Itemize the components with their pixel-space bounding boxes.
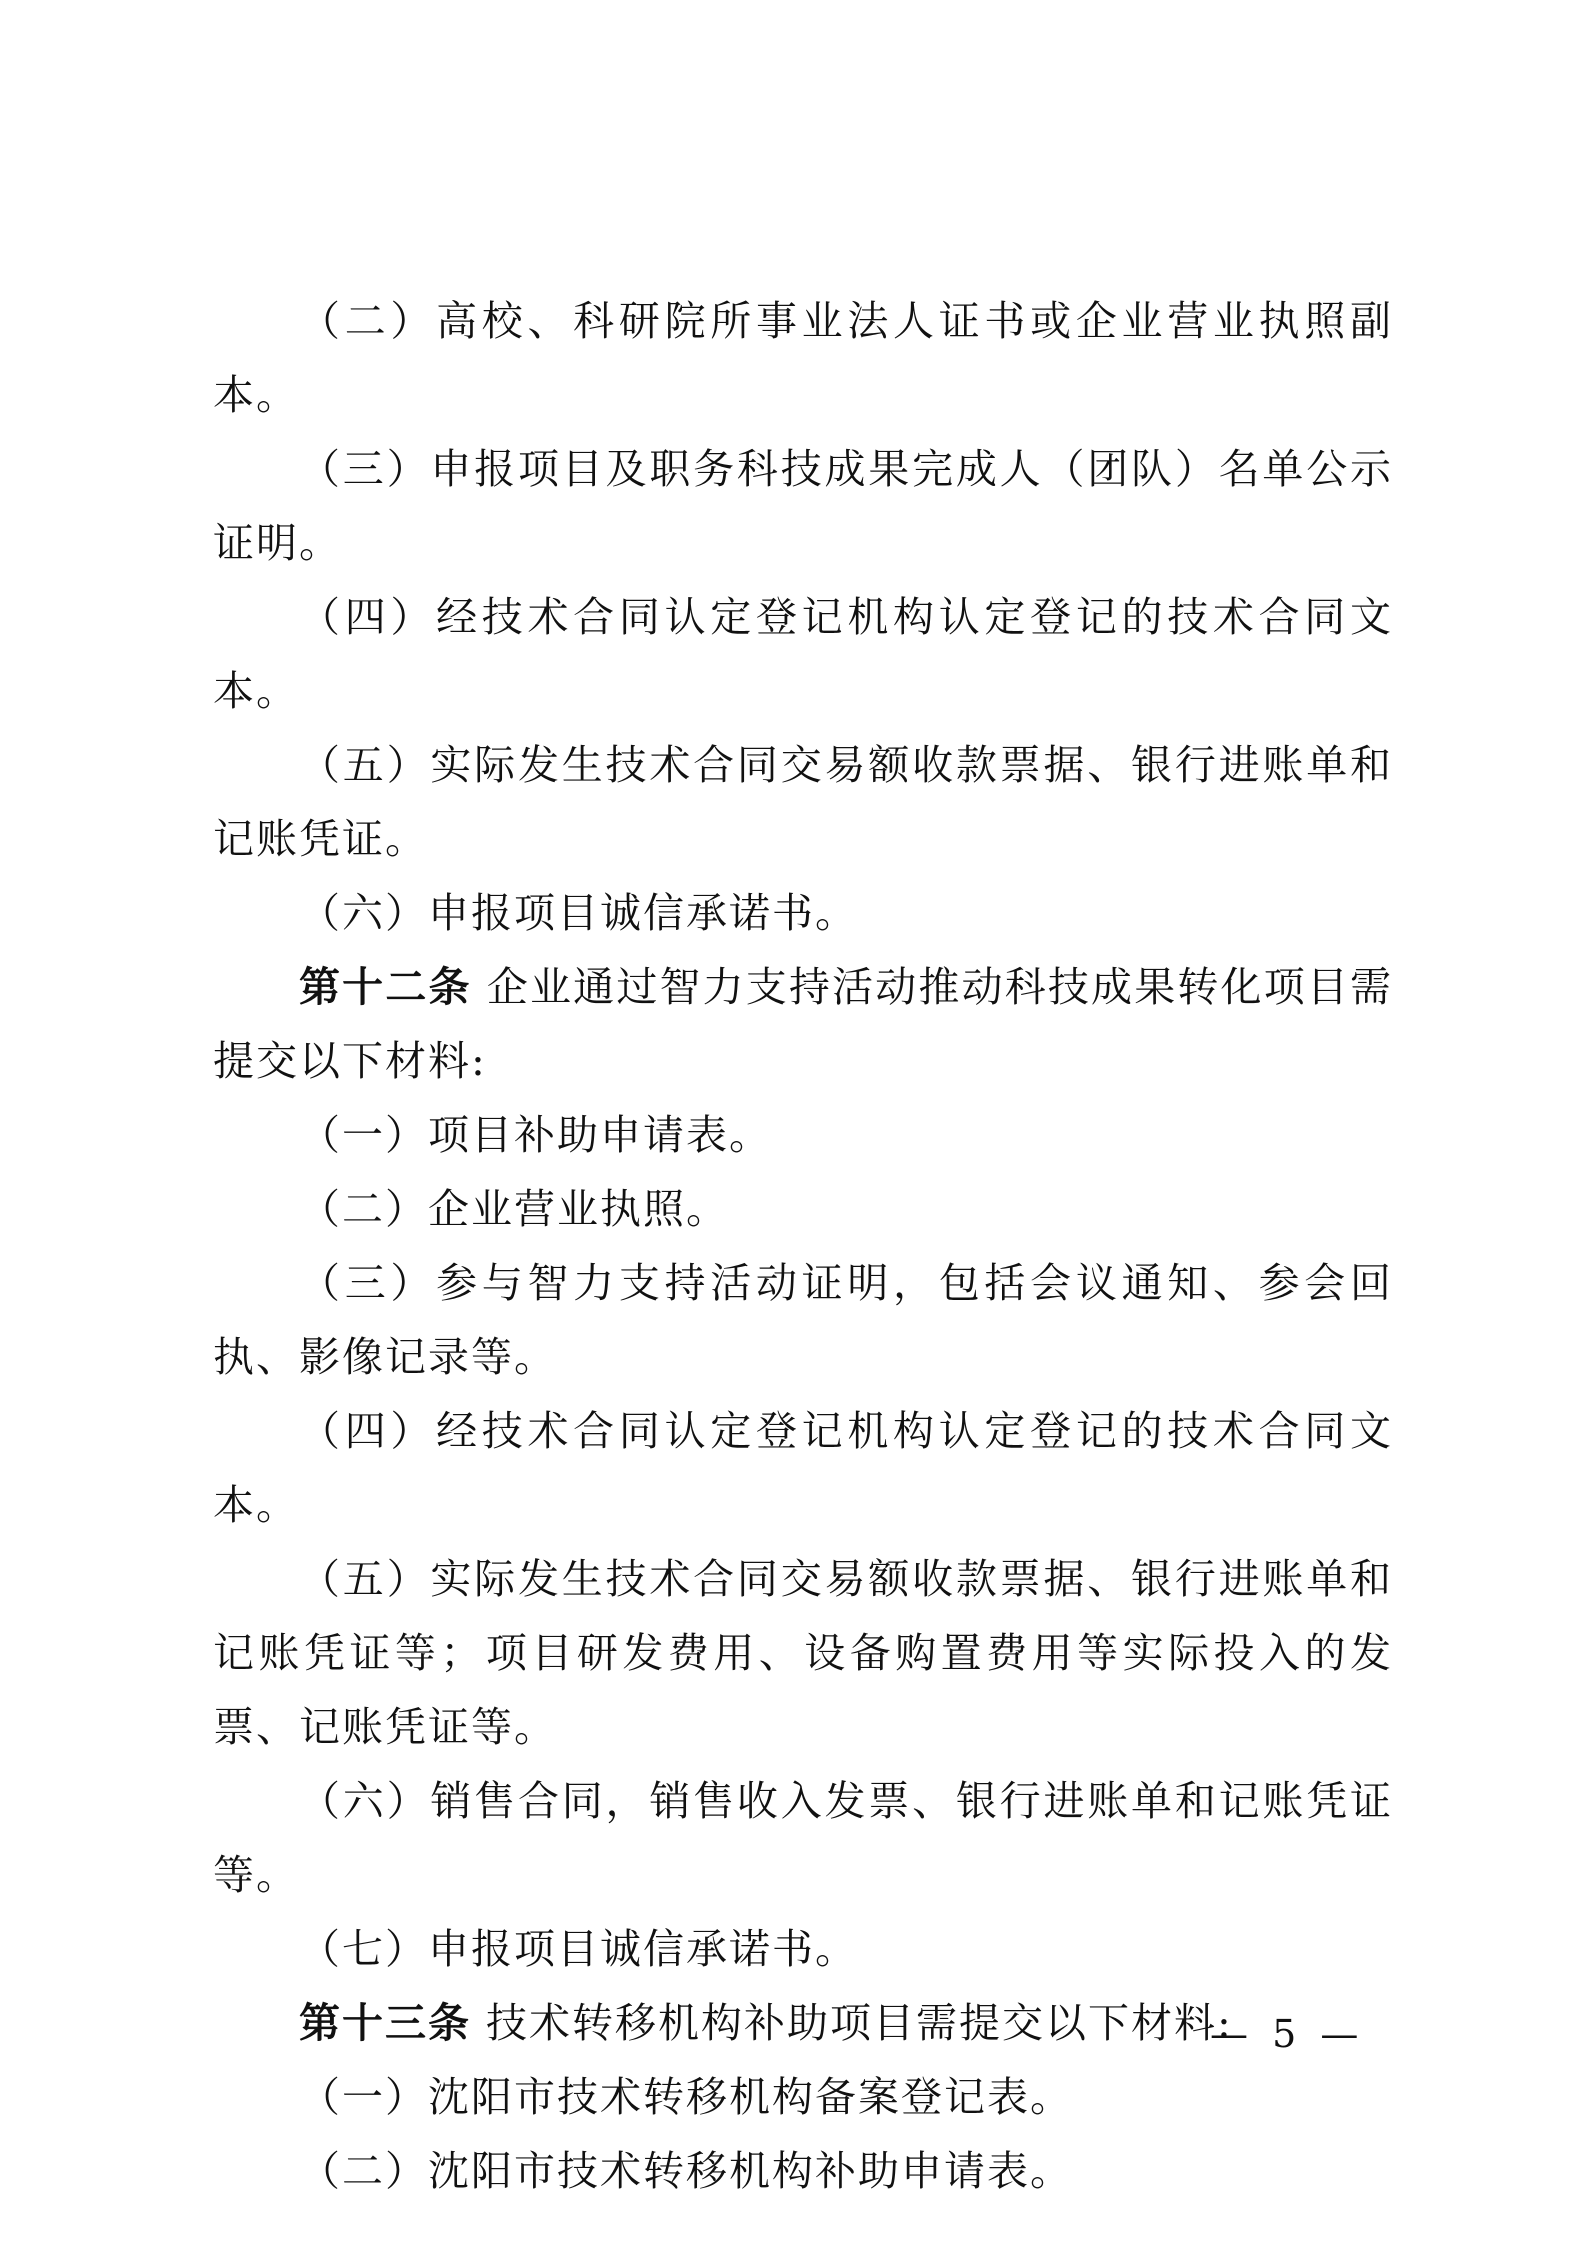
list-item: （一）项目补助申请表。 [299, 1111, 772, 1159]
page-number: — 5 — [1210, 2012, 1365, 2056]
list-item: （六）申报项目诚信承诺书。 [299, 889, 858, 937]
list-item: （一）沈阳市技术转移机构备案登记表。 [299, 2073, 1073, 2121]
article-text: 技术转移机构补助项目需提交以下材料: [486, 1999, 1233, 2047]
list-item: （三）申报项目及职务科技成果完成人（团队）名单公示证明。 [213, 445, 1393, 567]
list-item: （四）经技术合同认定登记机构认定登记的技术合同文本。 [213, 1407, 1393, 1529]
list-item: （四）经技术合同认定登记机构认定登记的技术合同文本。 [213, 593, 1393, 715]
document-body [213, 284, 1393, 2208]
list-item: （六）销售合同，销售收入发票、银行进账单和记账凭证等。 [213, 1777, 1393, 1899]
article-heading: 第十三条 [299, 1999, 471, 2047]
article-twelve [213, 950, 1393, 1098]
list-item: （二）高校、科研院所事业法人证书或企业营业执照副本。 [213, 297, 1393, 419]
article-text: 企业通过智力支持活动推动科技成果转化项目需提交以下材料: [213, 963, 1394, 1085]
list-item: （五）实际发生技术合同交易额收款票据、银行进账单和记账凭证。 [213, 741, 1393, 863]
article-heading: 第十二条 [299, 963, 472, 1011]
list-item: （五）实际发生技术合同交易额收款票据、银行进账单和记账凭证等；项目研发费用、设备购置费用等实际投入的发票、记账凭证等。 [213, 1555, 1393, 1751]
list-item: （二）企业营业执照。 [299, 1185, 729, 1233]
list-item: （七）申报项目诚信承诺书。 [299, 1925, 858, 1973]
list-item: （三）参与智力支持活动证明，包括会议通知、参会回执、影像记录等。 [213, 1259, 1393, 1381]
list-item: （二）沈阳市技术转移机构补助申请表。 [299, 2147, 1073, 2195]
